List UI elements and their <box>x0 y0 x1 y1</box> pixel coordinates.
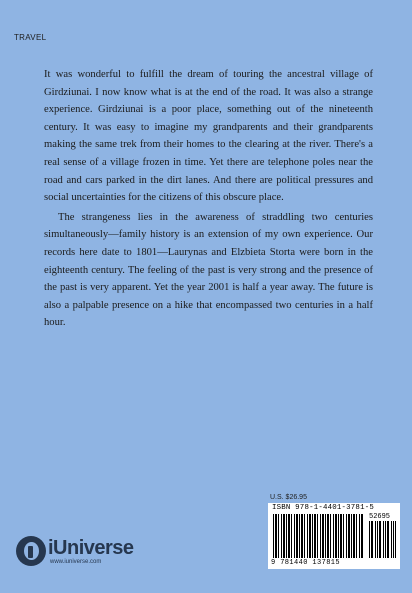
barcode <box>268 503 400 569</box>
paragraph-2: The strangeness lies in the awareness of straddling two centuries simultaneously—family history is an extension of my own experience. Our records here date to 1801—Laurynas and Elzbieta Storta were born in the eighteenth century. The feeling of the past is very strong and the presence of the past is very apparent. Yet the year 2001 is half a year away. The future is also a palpable presence on a hike that encompassed two centuries in a half hour. <box>44 211 373 329</box>
publisher-brand: iUniverse <box>48 536 134 559</box>
ean-number: 9 781440 137815 <box>271 559 341 567</box>
publisher-logo <box>16 536 134 566</box>
price-code: 52695 <box>369 513 391 521</box>
publisher-url: www.iuniverse.com <box>50 558 102 565</box>
paragraph-1: It was wonderful to fulfill the dream of touring the ancestral village of Girdziunai. I now know what is at the end of the road. It was also a strange experience. Girdziunai is a poor place, something out of the nineteenth century. It was easy to imagine my grandparents and their grandparents making the same trek from their homes to the clearing at the river. There's a real sense of a village frozen in time. Yet there are telephone poles near the road and cars parked in the dirt lanes. And there are political pressures and social uncertainties for the citizens of this obscure place. <box>44 69 373 204</box>
price: U.S. $26.95 <box>270 494 307 501</box>
price-barcode-bars <box>369 521 396 558</box>
category-label: TRAVEL <box>14 33 47 42</box>
iuniverse-logo-icon <box>16 536 46 566</box>
isbn-text: ISBN 978-1-4401-3781-5 <box>272 504 374 512</box>
barcode-bars <box>273 514 363 558</box>
back-cover-text <box>44 66 373 332</box>
